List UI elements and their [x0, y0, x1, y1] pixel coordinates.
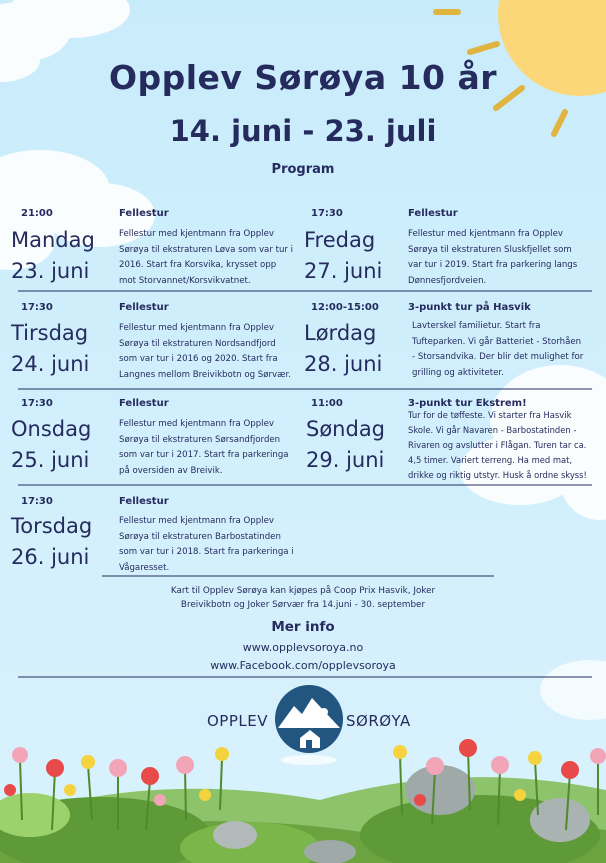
event-description: Fellestur med kjentmann fra Opplev Sørøya til ekstraturen Løva som var tur i 2016. Start fra Korsvika, krysset opp mot Storvannet/Korsvikvatnet. — [119, 229, 294, 286]
event-date: 29. juni — [306, 448, 385, 472]
event-heading: Fellestur — [408, 208, 458, 219]
event-heading: Fellestur — [119, 208, 169, 219]
event-day: Fredag — [304, 228, 376, 252]
more-info-heading: Mer info — [271, 619, 335, 635]
event-time: 12:00-15:00 — [311, 302, 379, 313]
event-heading: 3-punkt tur på Hasvik — [408, 302, 531, 313]
event-heading: Fellestur — [119, 496, 169, 507]
event-dates: 14. juni - 23. juli — [169, 114, 437, 148]
logo-text-right: SØRØYA — [346, 712, 411, 730]
event-date: 27. juni — [304, 259, 383, 283]
event-date: 24. juni — [11, 352, 90, 376]
event-description: Tur for de tøffeste. Vi starter fra Hasvik Skole. Vi går Navaren - Barbostatinden - Rivaren og avslutter i Flågan. Turen tar ca. 4,5 timer. Variert terreng. Ha med mat, drikke og riktig utstyr. Husk å ordne skyss! — [408, 410, 587, 480]
event-heading: 3-punkt tur Ekstrem! — [408, 398, 527, 409]
event-date: 28. juni — [304, 352, 383, 376]
event-day: Lørdag — [304, 321, 377, 345]
event-time: 21:00 — [21, 208, 53, 219]
map-info-text: Kart til Opplev Sørøya kan kjøpes på Coop Prix Hasvik, Joker Breivikbotn og Joker Sørvær fra 14.juni - 30. september — [170, 586, 436, 610]
event-time: 17:30 — [311, 208, 343, 219]
event-description: Fellestur med kjentmann fra Opplev Sørøya til ekstraturen Sluskfjellet som var tur i 2019. Start fra parkering langs Dønnesfjordveien. — [408, 229, 578, 286]
event-description: Lavterskel familietur. Start fra Tufteparken. Vi går Batteriet - Storhåen - Storsandvika. Der blir det mulighet for grilling og aktiviteter. — [412, 321, 584, 378]
facebook-link[interactable]: www.Facebook.com/opplevsoroya — [210, 659, 396, 672]
event-description: Fellestur med kjentmann fra Opplev Sørøya til ekstraturen Barbostatinden som var tur i 2018. Start fra parkeringa i Vågaresset. — [119, 516, 294, 573]
website-link[interactable]: www.opplevsoroya.no — [242, 641, 364, 654]
event-heading: Fellestur — [119, 302, 169, 313]
event-day: Onsdag — [11, 417, 92, 441]
event-time: 17:30 — [21, 496, 53, 507]
event-heading: Fellestur — [119, 398, 169, 409]
event-description: Fellestur med kjentmann fra Opplev Sørøya til ekstraturen Sørsandfjorden som var tur i 2017. Start fra parkeringa på oversiden av Breivik. — [119, 419, 289, 476]
event-time: 17:30 — [21, 302, 53, 313]
event-day: Mandag — [11, 228, 95, 252]
event-description: Fellestur med kjentmann fra Opplev Sørøya til ekstraturen Nordsandfjord som var tur i 2016 og 2020. Start fra Langnes mellom Breivikbotn og Sørvær. — [119, 323, 292, 380]
event-date: 26. juni — [11, 545, 90, 569]
logo-text-left: OPPLEV — [207, 712, 268, 730]
event-day: Tirsdag — [11, 321, 89, 345]
event-date: 25. juni — [11, 448, 90, 472]
event-time: 11:00 — [311, 398, 343, 409]
program-heading: Program — [271, 162, 335, 177]
event-day: Torsdag — [11, 514, 93, 538]
page-title: Opplev Sørøya 10 år — [108, 58, 498, 97]
event-time: 17:30 — [21, 398, 53, 409]
event-date: 23. juni — [11, 259, 90, 283]
event-day: Søndag — [306, 417, 386, 441]
